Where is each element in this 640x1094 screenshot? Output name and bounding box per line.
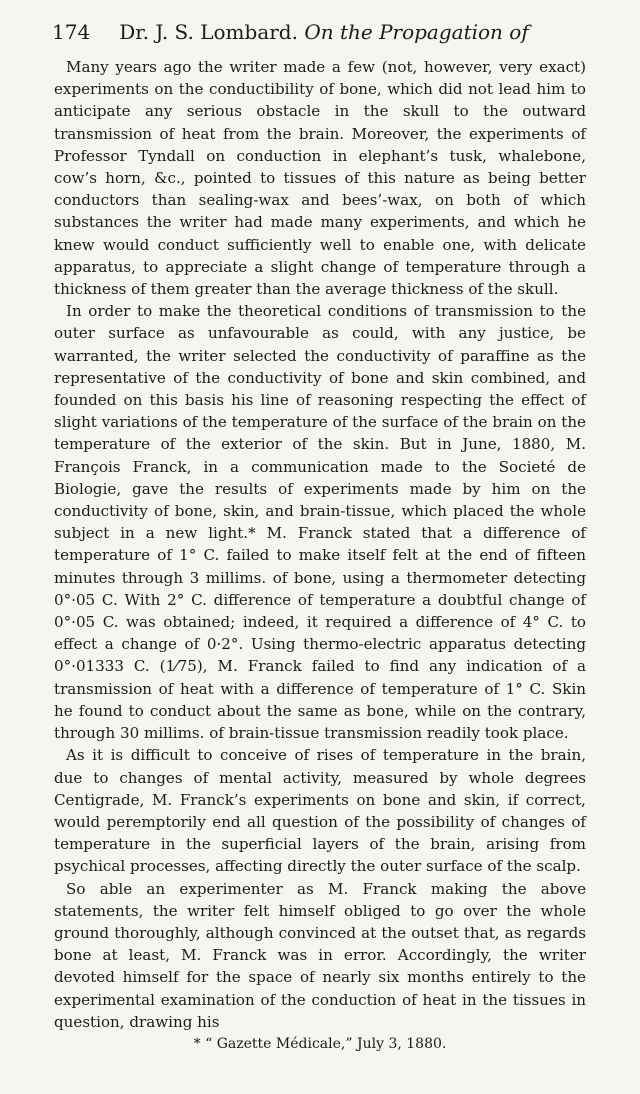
running-head	[52, 14, 586, 50]
paragraph-3: As it is difficult to conceive of rises of temperature in the brain, due to changes of mental activity, measured by whole degrees Centigrade, M. Franck’s experiments on bone and skin, if correct, would peremptorily end all question of the possibility of changes of temperature in the superficial layers of the brain, arising from psychical processes, affecting directly the outer surface of the scalp.	[54, 746, 586, 876]
paragraph-1: Many years ago the writer made a few (not, however, very exact) experiments on the conductibility of bone, which did not lead him to anticipate any serious obstacle in the skull to the outward transmission of heat from the brain. Moreover, the experiments of Professor Tyndall on conduction in elephant’s tusk, whalebone, cow’s horn, &c., pointed to tissues of this nature as being better conductors than sealing-wax and bees’-wax, on both of which substances the writer had made many experiments, and which he knew would conduct sufficiently well to enable one, with delicate apparatus, to appreciate a slight change of temperature through a thickness of them greater than the average thickness of the skull.	[54, 58, 586, 299]
paragraph-4: So able an experimenter as M. Franck making the above statements, the writer felt himself obliged to go over the whole ground thoroughly, although convinced at the outset that, as regards bone at least, M. Franck was in error. Accordingly, the writer devoted himself for the space of nearly six months entirely to the experimental examination of the conduction of heat in the tissues in question, drawing his	[54, 879, 586, 1031]
body-text	[54, 56, 586, 1033]
paragraph-2: In order to make the theoretical conditions of transmission to the outer surface as unfavourable as could, with any justice, be warranted, the writer selected the conductivity of paraffine as the representative of the conductivity of bone and skin combined, and founded on this basis his line of reasoning respecting the effect of slight variations of the temperature of the surface of the brain on the temperature of the exterior of the skin. But in June, 1880, M. François Franck, in a communication made to the Societé de Biologie, gave the results of experiments made by him on the conductivity of bone, skin, and brain-tissue, which placed the whole subject in a new light.* M. Franck stated that a difference of temperature of 1° C. failed to make itself felt at the end of fifteen minutes through 3 millims. of bone, using a thermometer detecting 0°·05 C. With 2° C. difference of temperature a doubtful change of 0°·05 C. was obtained; indeed, it required a difference of 4° C. to effect a change of 0·2°. Using thermo-electric apparatus detecting 0°·01333 C. (1⁄75), M. Franck failed to find any indication of a transmission of heat with a difference of temperature of 1° C. Skin he found to conduct about the same as bone, while on the contrary, through 30 millims. of brain-tissue transmission readily took place.	[54, 302, 586, 743]
page-header	[52, 14, 586, 50]
page-number: 174	[52, 20, 91, 44]
footnote: * “ Gazette Médicale,” July 3, 1880.	[193, 1036, 447, 1052]
running-head-title: On the Propagation of	[304, 20, 529, 44]
running-head-author: Dr. J. S. Lombard.	[119, 20, 298, 44]
